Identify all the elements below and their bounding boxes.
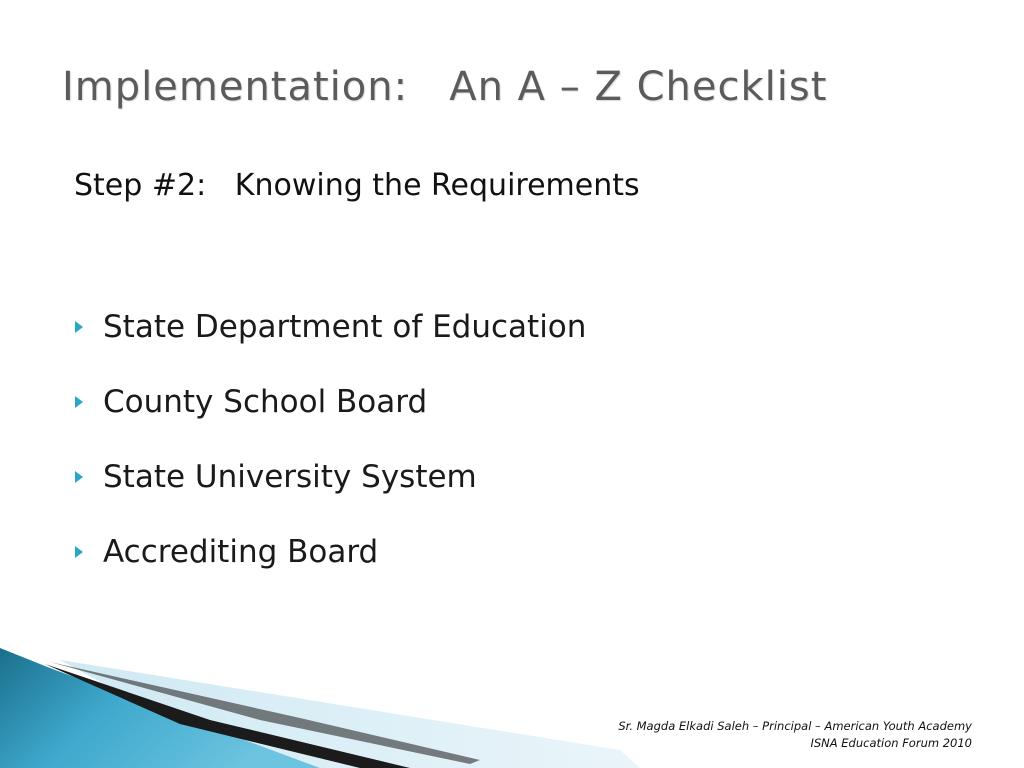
- footer: [618, 718, 972, 752]
- list-item: [74, 514, 586, 589]
- footer-line-author: Sr. Magda Elkadi Saleh – Principal – American Youth Academy: [618, 719, 972, 733]
- footer-line-event: ISNA Education Forum 2010: [810, 736, 972, 750]
- list-item: [74, 439, 586, 514]
- list-item: [74, 364, 586, 439]
- triangle-right-icon: [74, 462, 90, 492]
- bullet-text: Accrediting Board: [103, 533, 379, 570]
- bullet-list: [74, 289, 586, 589]
- triangle-right-icon: [74, 537, 90, 567]
- bullet-text: State Department of Education: [103, 308, 587, 345]
- bullet-text: County School Board: [103, 383, 428, 420]
- list-item: [74, 289, 586, 364]
- slide-title: Implementation: An A – Z Checklist: [62, 64, 828, 110]
- slide-subtitle: Step #2: Knowing the Requirements: [74, 168, 640, 203]
- triangle-right-icon: [74, 387, 90, 417]
- bullet-text: State University System: [103, 458, 477, 495]
- triangle-right-icon: [74, 312, 90, 342]
